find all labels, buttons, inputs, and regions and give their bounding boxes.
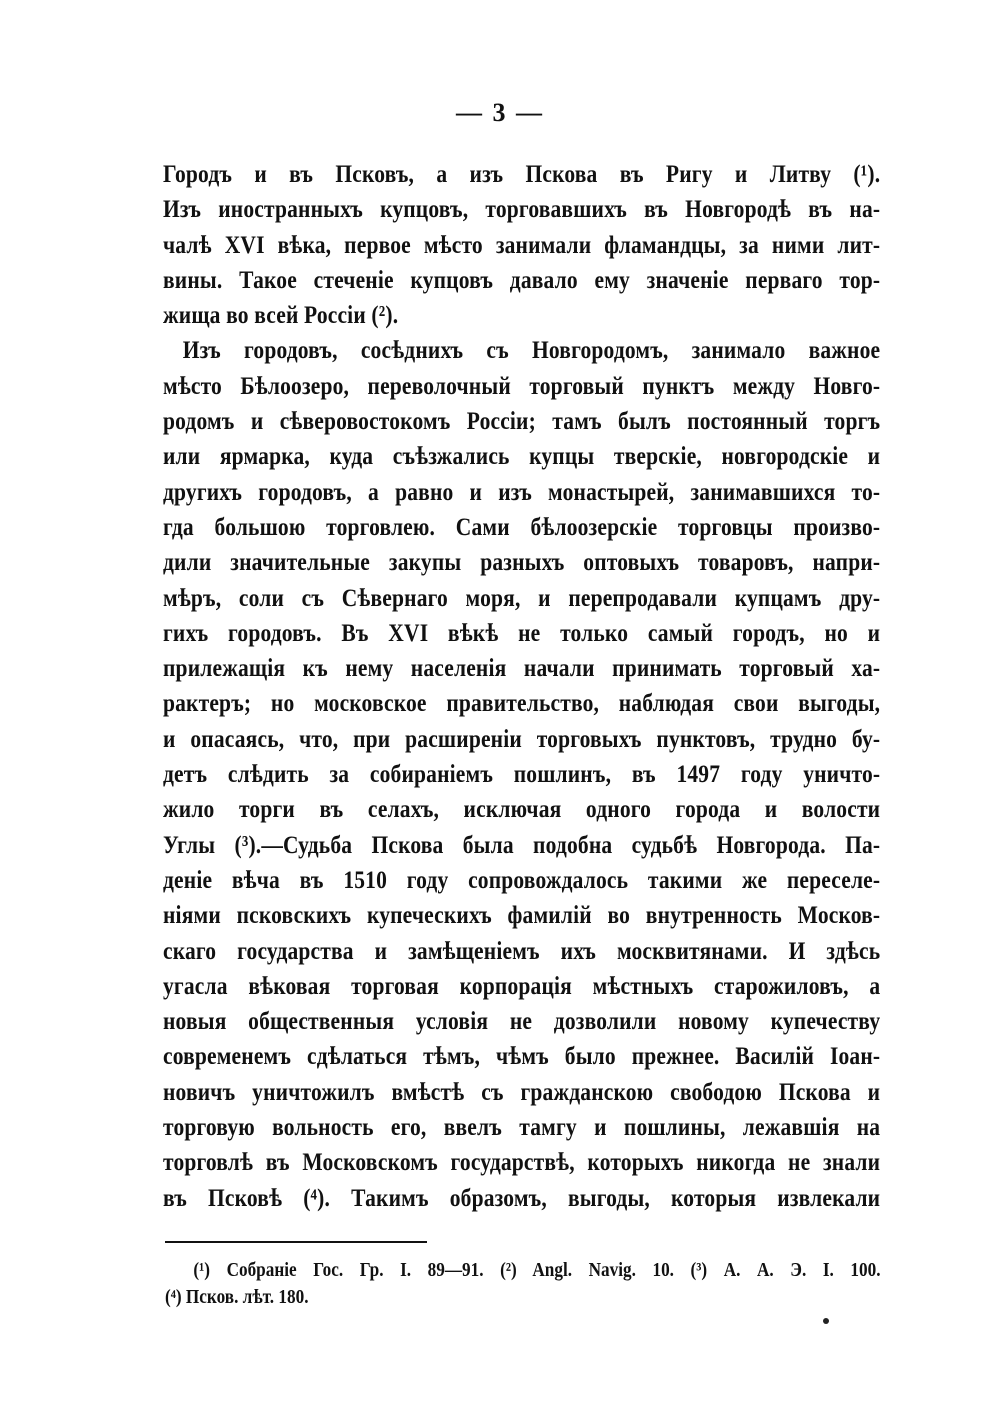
- text-line: скаго государства и замѣщеніемъ ихъ москвитянами. И здѣсь: [163, 937, 881, 965]
- text-line: детъ слѣдить за собираніемъ пошлинъ, въ 1497 году уничто-: [163, 761, 881, 789]
- text-line: другихъ городовъ, а равно и изъ монастырей, занимавшихся то-: [163, 478, 881, 506]
- text-line: Городъ и въ Псковъ, а изъ Пскова въ Ригу и Литву (¹).: [163, 161, 881, 188]
- text-line: торговлѣ въ Московскомъ государствѣ, которыхъ никогда не знали: [163, 1149, 881, 1177]
- text-line: мѣсто Бѣлоозеро, переволочный торговый пунктъ между Новго-: [163, 372, 881, 400]
- text-line: жища во всей Россіи (²).: [163, 302, 399, 330]
- body-text: [163, 157, 880, 1216]
- text-line: чалѣ XVI вѣка, первое мѣсто занимали фламандцы, за ними лит-: [163, 231, 881, 259]
- text-line: рактеръ; но московское правительство, наблюдая свои выгоды,: [163, 690, 881, 718]
- footnotes: [165, 1257, 880, 1311]
- footnote-line: (⁴) Псков. лѣт. 180.: [165, 1286, 309, 1308]
- text-line: новичъ уничтожилъ вмѣстѣ съ гражданскою свободою Пскова и: [163, 1078, 881, 1106]
- text-line: Изъ иностранныхъ купцовъ, торговавшихъ въ Новгородѣ въ на-: [163, 196, 881, 224]
- footnote-divider: [165, 1241, 427, 1243]
- text-line: вины. Такое стеченіе купцовъ давало ему значеніе перваго тор-: [163, 266, 881, 294]
- text-line: и опасаясь, что, при расширеніи торговыхъ пунктовъ, трудно бу-: [163, 725, 881, 753]
- ink-speck-mark: [823, 1318, 829, 1324]
- text-line: Углы (³).—Судьба Пскова была подобна судьбѣ Новгорода. Па-: [163, 831, 881, 859]
- text-line: въ Псковѣ (⁴). Такимъ образомъ, выгоды, которыя извлекали: [163, 1184, 881, 1212]
- text-line: современемъ сдѣлаться тѣмъ, чѣмъ было прежнее. Василій Іоан-: [163, 1043, 881, 1071]
- text-line: родомъ и сѣверовостокомъ Россіи; тамъ былъ постоянный торгъ: [163, 408, 881, 436]
- text-line: гихъ городовъ. Въ XVI вѣкѣ не только самый городъ, но и: [163, 619, 881, 647]
- text-line: или ярмарка, куда съѣзжались купцы тверскіе, новгородскіе и: [163, 443, 881, 471]
- text-line: торговую вольность его, ввелъ тамгу и пошлины, лежавшія на: [163, 1114, 881, 1142]
- paragraph-start-line: Изъ городовъ, сосѣднихъ съ Новгородомъ, занимало важное: [182, 337, 881, 365]
- text-line: ніями псковскихъ купеческихъ фамилій во внутренность Москов-: [163, 902, 881, 930]
- text-line: жило торги въ селахъ, исключая одного города и волости: [163, 796, 881, 824]
- footnote-line: (¹) Собраніе Гос. Гр. I. 89—91. (²) Angl. Navig. 10. (³) А. А. Э. I. 100.: [193, 1259, 881, 1281]
- text-line: деніе вѣча въ 1510 году сопровождалось такими же переселе-: [163, 866, 881, 894]
- text-line: мѣръ, соли съ Сѣвернаго моря, и перепродавали купцамъ дру-: [163, 584, 881, 612]
- text-line: угасла вѣковая торговая корпорація мѣстныхъ старожиловъ, а: [163, 972, 881, 1000]
- text-line: прилежащія къ нему населенія начали принимать торговый ха-: [163, 655, 881, 683]
- text-line: новыя общественныя условія не дозволили новому купечеству: [163, 1008, 881, 1036]
- page-number: — 3 —: [456, 98, 544, 127]
- text-line: дили значительные закупы разныхъ оптовыхъ товаровъ, напри-: [163, 549, 881, 577]
- text-line: гда большою торговлею. Сами бѣлоозерскіе торговцы произво-: [163, 513, 881, 541]
